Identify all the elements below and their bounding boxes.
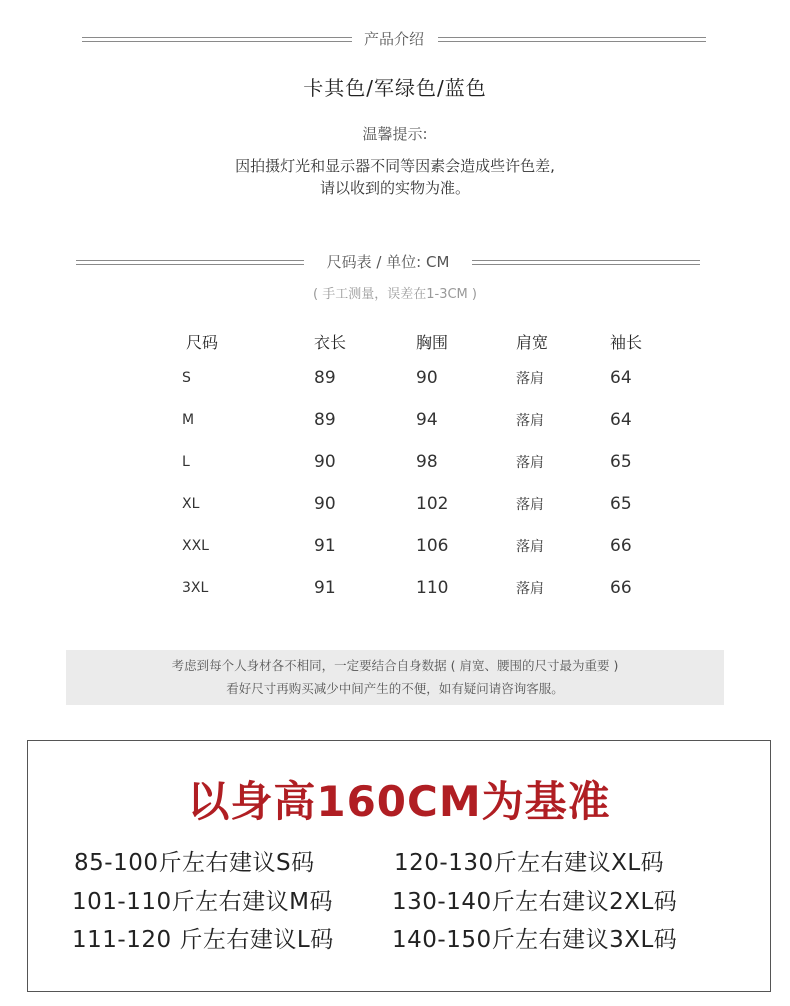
cell-shoulder: 落肩	[516, 497, 544, 513]
cell-size: M	[182, 412, 195, 428]
recommendation-item: 130-140斤左右建议2XL码	[392, 889, 678, 915]
table-row	[160, 357, 670, 399]
section-header-product-intro	[82, 29, 706, 49]
cell-size: L	[182, 454, 190, 470]
cell-sleeve: 64	[610, 368, 632, 388]
table-row	[160, 483, 670, 525]
tip-line-1: 因拍摄灯光和显示器不同等因素会造成些许色差,	[235, 157, 555, 175]
notice-line-1: 考虑到每个人身材各不相同，一定要结合自身数据 ( 肩宽、腰围的尺寸最为重要 )	[171, 658, 619, 673]
header-length: 衣长	[314, 332, 347, 352]
tip-title: 温馨提示:	[362, 125, 428, 143]
cell-sleeve: 66	[610, 536, 632, 556]
cell-sleeve: 66	[610, 578, 632, 598]
cell-chest: 94	[416, 410, 438, 430]
header-sleeve: 袖长	[610, 332, 643, 352]
tip-body	[0, 155, 790, 199]
color-options: 卡其色/军绿色/蓝色	[303, 76, 487, 100]
recommendation-item: 85-100斤左右建议S码	[74, 850, 315, 876]
table-row	[160, 441, 670, 483]
cell-chest: 106	[416, 536, 449, 556]
cell-size: 3XL	[182, 580, 209, 596]
recommendation-item: 140-150斤左右建议3XL码	[392, 927, 678, 953]
recommendation-title: 以身高160CM为基准	[187, 777, 611, 826]
cell-size: XL	[182, 496, 200, 512]
divider-right	[438, 37, 706, 42]
recommendation-item: 120-130斤左右建议XL码	[394, 850, 665, 876]
table-row	[160, 567, 670, 609]
notice-line-2: 看好尺寸再购买减少中间产生的不便，如有疑问请咨询客服。	[226, 681, 564, 696]
cell-length: 90	[314, 452, 336, 472]
recommendation-item: 101-110斤左右建议M码	[72, 889, 333, 915]
cell-size: S	[182, 370, 191, 386]
cell-chest: 102	[416, 494, 449, 514]
table-row	[160, 525, 670, 567]
table-row	[160, 399, 670, 441]
header-shoulder: 肩宽	[516, 332, 549, 352]
cell-chest: 90	[416, 368, 438, 388]
cell-chest: 110	[416, 578, 449, 598]
table-header-row	[160, 325, 670, 357]
cell-shoulder: 落肩	[516, 455, 544, 471]
recommendation-item: 111-120 斤左右建议L码	[72, 927, 334, 953]
cell-sleeve: 65	[610, 494, 632, 514]
measure-note: ( 手工测量，误差在1-3CM )	[313, 287, 477, 302]
size-recommendation-box	[27, 740, 771, 992]
section-title: 产品介绍	[363, 30, 424, 48]
cell-sleeve: 65	[610, 452, 632, 472]
cell-length: 89	[314, 368, 336, 388]
header-chest: 胸围	[416, 332, 449, 352]
cell-sleeve: 64	[610, 410, 632, 430]
size-notice-box	[66, 650, 724, 705]
cell-length: 91	[314, 536, 336, 556]
section-header-size-chart	[76, 252, 700, 272]
section-title: 尺码表 / 单位: CM	[326, 253, 450, 271]
cell-shoulder: 落肩	[516, 539, 544, 555]
size-table	[160, 325, 670, 609]
cell-shoulder: 落肩	[516, 371, 544, 387]
cell-size: XXL	[182, 538, 209, 554]
divider-right	[472, 260, 700, 265]
cell-shoulder: 落肩	[516, 581, 544, 597]
header-size: 尺码	[186, 332, 219, 352]
tip-line-2: 请以收到的实物为准。	[319, 179, 470, 197]
cell-shoulder: 落肩	[516, 413, 544, 429]
cell-length: 91	[314, 578, 336, 598]
cell-length: 89	[314, 410, 336, 430]
cell-length: 90	[314, 494, 336, 514]
cell-chest: 98	[416, 452, 438, 472]
